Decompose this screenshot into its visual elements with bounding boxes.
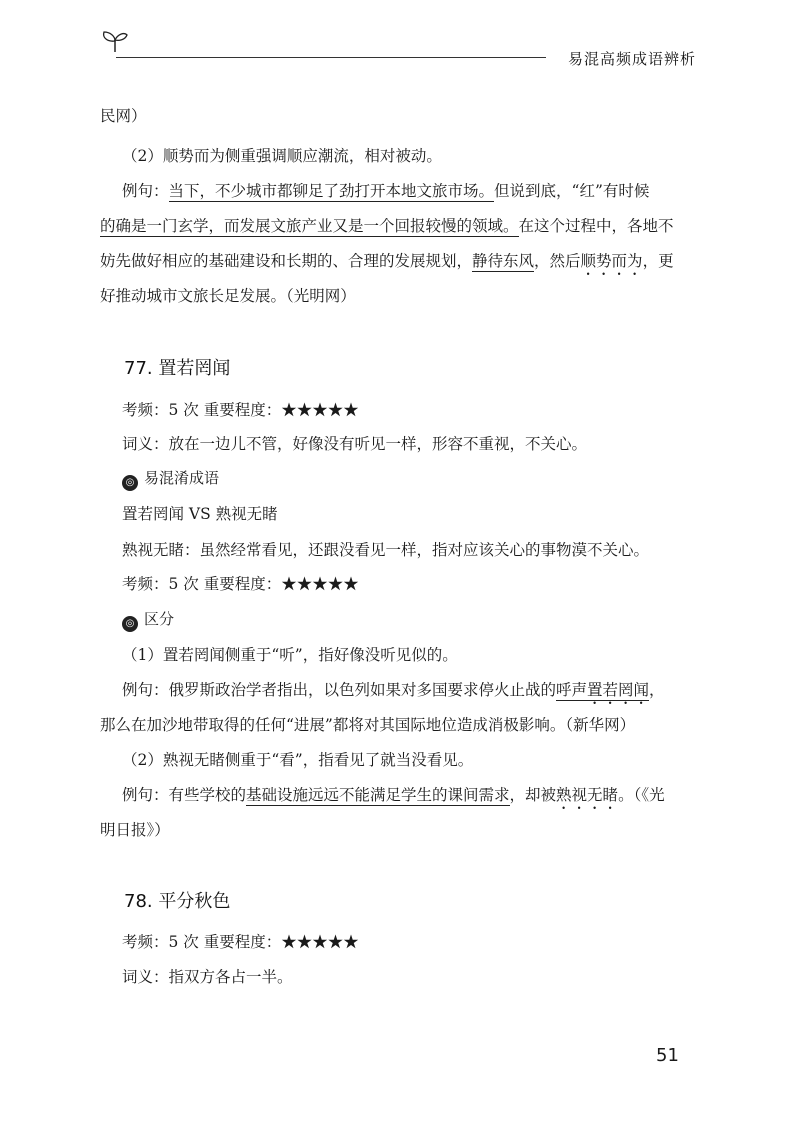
- dotted-keyword: 熟视无睹: [556, 786, 619, 804]
- meaning-line: 词义：指双方各占一半。: [122, 968, 293, 986]
- text-span: ，却被: [509, 786, 557, 804]
- frequency-line: 考频：5 次 重要程度：★★★★★: [122, 933, 359, 951]
- definition-line: 熟视无睹：虽然经常看见，还跟没看见一样，指对应该关心的事物漠不关心。: [122, 541, 650, 559]
- header-rule: [116, 57, 546, 58]
- text-span: 。（《光: [618, 786, 665, 804]
- entry-title-77: 77. 置若罔闻: [124, 358, 231, 379]
- text-span: 在这个过程中，各地不: [518, 217, 674, 235]
- text-span: ，: [649, 681, 665, 699]
- text-span: 但说到底，“红”有时候: [494, 182, 650, 200]
- page-header: [100, 26, 700, 66]
- header-title: 易混高频成语辨析: [567, 50, 696, 68]
- dotted-keyword: 顺势而为: [580, 252, 643, 270]
- underlined-text: 当下，不少城市都铆足了劲打开本地文旅市场。: [168, 182, 495, 200]
- confusable-heading: [122, 467, 219, 491]
- difference-icon: ◎: [122, 616, 138, 632]
- text-span: 妨先做好相应的基础建设和长期的、合理的发展规划，: [100, 252, 473, 270]
- example-label: 例句：: [122, 182, 169, 200]
- example-line: [122, 680, 700, 708]
- text-line: （2）顺势而为侧重强调顺应潮流，相对被动。: [122, 147, 442, 165]
- difference-heading: [122, 608, 174, 632]
- dotted-keyword: 置若罔闻: [587, 681, 650, 699]
- underlined-text: 呼声: [556, 681, 588, 699]
- example-line: [122, 785, 700, 813]
- confusable-icon: ◎: [122, 475, 138, 491]
- underlined-text: 基础设施远远不能满足学生的课间需求: [246, 786, 510, 804]
- frequency-line: 考频：5 次 重要程度：★★★★★: [122, 401, 359, 419]
- text-span: ，更: [642, 252, 674, 270]
- text-span: ，然后: [534, 252, 581, 270]
- meaning-line: 词义：放在一边儿不管，好像没有听见一样，形容不重视，不关心。: [122, 435, 588, 453]
- example-line: [100, 251, 700, 279]
- text-line: （1）置若罔闻侧重于“听”，指好像没听见似的。: [122, 646, 458, 664]
- frequency-line: 考频：5 次 重要程度：★★★★★: [122, 575, 359, 593]
- difference-heading-label: 区分: [144, 610, 175, 628]
- sprout-icon: [100, 26, 130, 56]
- confusable-heading-label: 易混淆成语: [144, 469, 220, 487]
- text-line: （2）熟视无睹侧重于“看”，指看见了就当没看见。: [122, 751, 474, 769]
- text-line: 好推动城市文旅长足发展。（光明网）: [100, 287, 356, 305]
- text-line: 那么在加沙地带取得的任何“进展”都将对其国际地位造成消极影响。（新华网）: [100, 716, 636, 734]
- underlined-text: 静待东风: [472, 252, 535, 270]
- vs-line: 置若罔闻 VS 熟视无睹: [122, 505, 278, 523]
- entry-title-78: 78. 平分秋色: [124, 891, 231, 912]
- example-line: [100, 216, 700, 236]
- text-span: 例句：有些学校的: [122, 786, 247, 804]
- page-number: 51: [656, 1045, 679, 1066]
- example-line: [122, 181, 700, 201]
- text-span: 例句：俄罗斯政治学者指出，以色列如果对多国要求停火止战的: [122, 681, 557, 699]
- text-line: 民网）: [100, 107, 147, 125]
- text-line: 明日报》）: [100, 821, 170, 839]
- underlined-text: 的确是一门玄学，而发展文旅产业又是一个回报较慢的领域。: [100, 217, 519, 235]
